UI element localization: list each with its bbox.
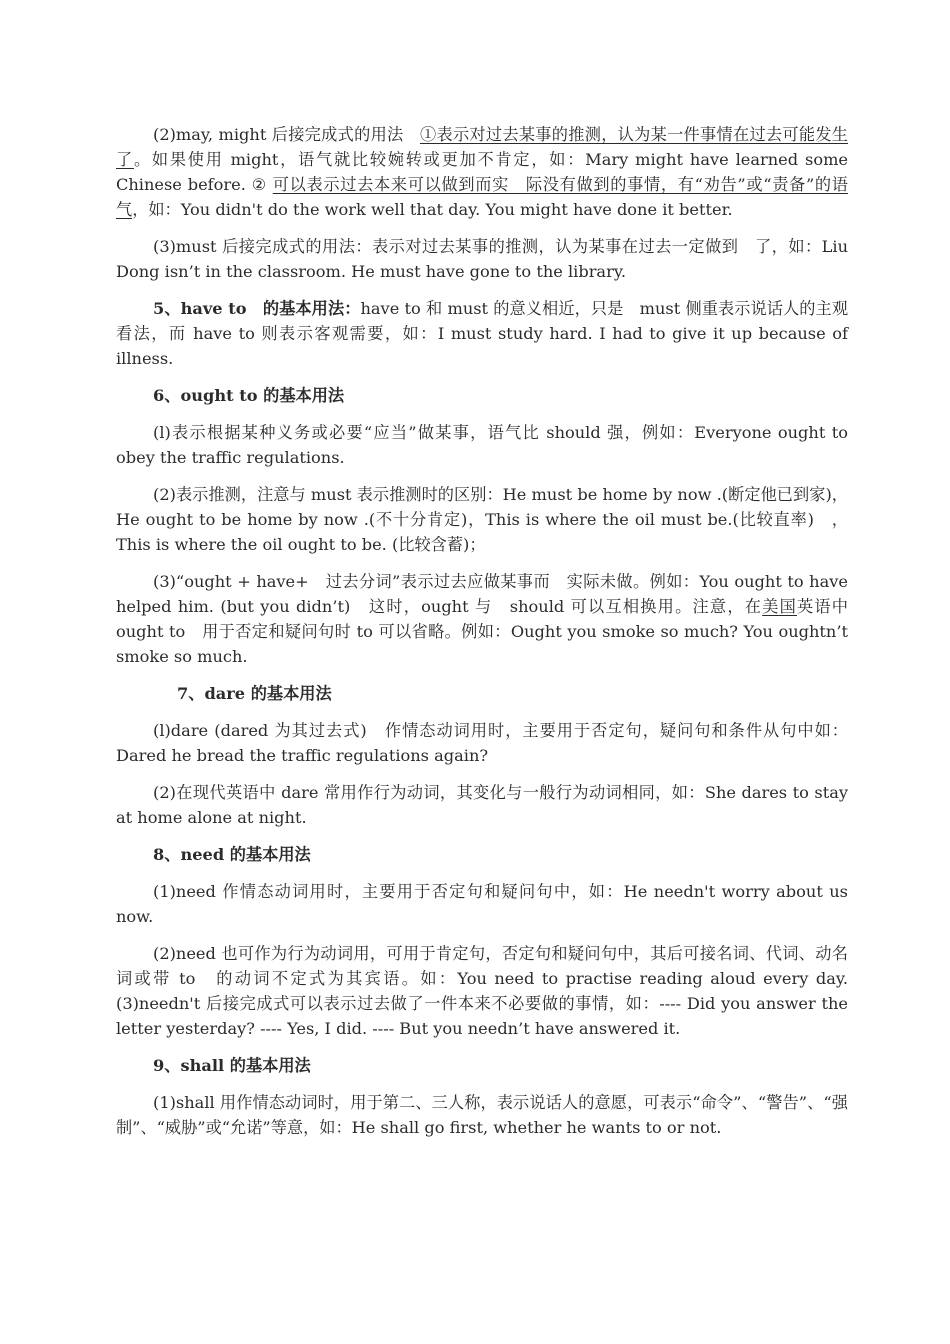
text-run: ，如：You didn't do the work well that day. You might have done it better. (132, 200, 733, 219)
text-run: (l)dare (dared 为其过去式) 作情态动词用时，主要用于否定句，疑问句和条件从句中如：Dared he bread the traffic regulations again? (116, 721, 848, 765)
text-run: (1)shall 用作情态动词时，用于第二、三人称，表示说话人的意愿，可表示“命令”、“警告”、“强制”、“威胁”或“允诺”等意，如：He shall go first, whether he wants to or not. (116, 1093, 848, 1137)
text-run: (2)在现代英语中 dare 常用作行为动词，其变化与一般行为动词相同，如：She dares to stay at home alone at night. (116, 783, 848, 827)
paragraph (116, 941, 848, 1041)
section-heading (116, 1053, 848, 1078)
paragraph (116, 780, 848, 830)
text-run: (1)need 作情态动词用时，主要用于否定句和疑问句中，如：He needn't worry about us now. (116, 882, 848, 926)
text-run: (3)must 后接完成式的用法：表示对过去某事的推测，认为某事在过去一定做到 了，如：Liu Dong isn’t in the classroom. He must have gone to the library. (116, 237, 848, 281)
paragraph (116, 234, 848, 284)
section-heading (116, 383, 848, 408)
underlined-text: ①表示对过去某事的推测，认为某一件事情在过去可能发生了 (116, 125, 848, 169)
paragraph (116, 569, 848, 669)
paragraph (116, 420, 848, 470)
text-run: (l)表示根据某种义务或必要“应当”做某事，语气比 should 强，例如：Everyone ought to obey the traffic regulations. (116, 423, 848, 467)
text-run: (2)may, might 后接完成式的用法 (153, 125, 420, 144)
paragraph (116, 879, 848, 929)
text-run: 5、have to 的基本用法： (153, 299, 361, 318)
text-run: (2)表示推测，注意与 must 表示推测时的区别：He must be home by now .(断定他已到家)，He ought to be home by now .(不十分肯定)，This is where the oil must be.(比较直率) ，This is where the oil ought to be. (比较含蓄)； (116, 485, 848, 554)
section-heading (116, 681, 848, 706)
paragraph (116, 718, 848, 768)
underlined-text: 可以表示过去本来可以做到而实 际没有做到的事情，有“劝告”或“责备”的语气 (116, 175, 848, 219)
text-run: have to 和 must 的意义相近，只是 must 侧重表示说话人的主观看法，而 have to 则表示客观需要，如：I must study hard. I had to give it up because of illness. (116, 299, 849, 368)
text-run: 6、ought to 的基本用法 (153, 386, 345, 405)
text-run: 7、dare 的基本用法 (177, 684, 332, 703)
paragraph (116, 482, 848, 557)
text-run: 。如果使用 might，语气就比较婉转或更加不肯定，如：Mary might have learned some Chinese before. ② (116, 150, 848, 194)
underlined-text: 美国 (762, 597, 797, 616)
text-run: 9、shall 的基本用法 (153, 1056, 311, 1075)
text-run: (2)need 也可作为行为动词用，可用于肯定句，否定句和疑问句中，其后可接名词、代词、动名词或带 to 的动词不定式为其宾语。如：You need to practise reading aloud every day. (3)needn't 后接完成式可以表示过去做了一件本来不必要做的事情，如：---- Did you answer the letter yesterday? ---- Yes, I did. ---- But you needn’t have answered it. (116, 944, 848, 1038)
paragraph (116, 122, 848, 222)
section-heading (116, 842, 848, 867)
paragraph (116, 296, 848, 371)
text-run: (3)“ought + have+ 过去分词”表示过去应做某事而 实际未做。例如：You ought to have helped him. (but you didn’t) 这时，ought 与 should 可以互相换用。注意，在 (116, 572, 848, 616)
text-run: 英语中 ought to 用于否定和疑问句时 to 可以省略。例如：Ought you smoke so much? You oughtn’t smoke so much. (116, 597, 848, 666)
text-run: 8、need 的基本用法 (153, 845, 311, 864)
paragraph (116, 1090, 848, 1140)
